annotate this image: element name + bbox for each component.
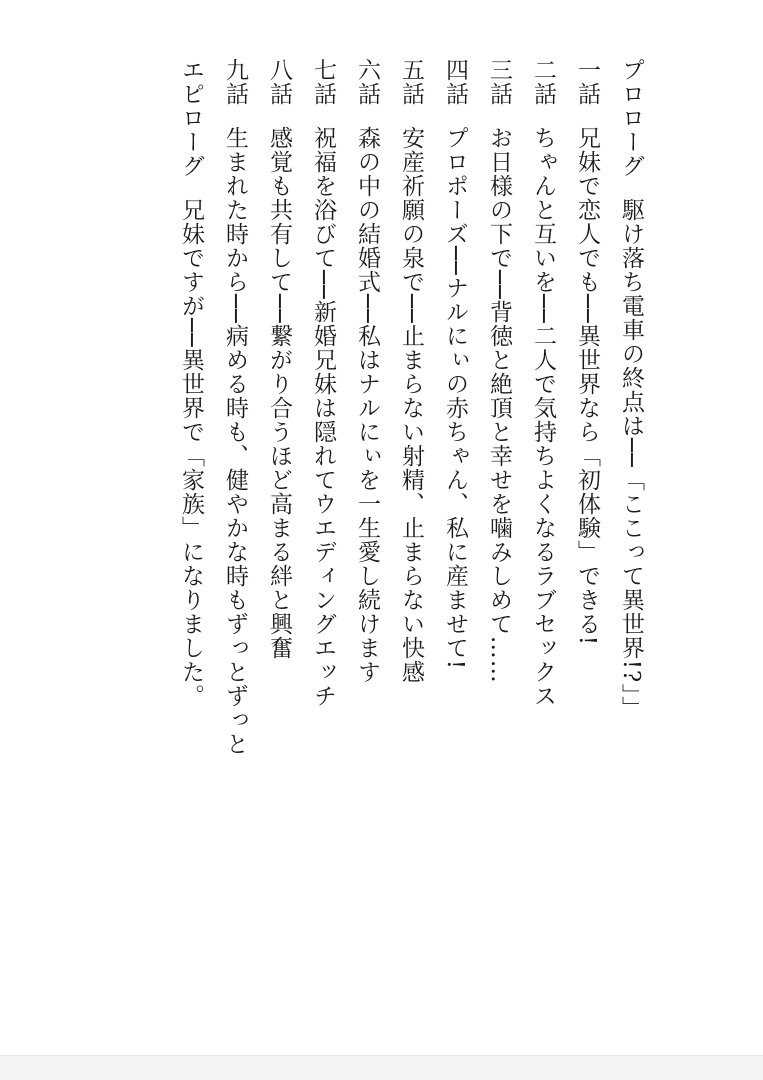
entry-title: 駆け落ち電車の終点は──「ここって異世界!?」」 [618, 198, 644, 720]
entry-label: プロローグ [618, 58, 644, 178]
toc-entry-epilogue [169, 58, 213, 818]
entry-title: 安産祈願の泉で──止まらない射精、止まらない快感 [398, 126, 424, 684]
entry-title: 兄妹ですが──異世界で「家族」になりました。 [178, 198, 204, 708]
table-of-contents [169, 58, 653, 818]
toc-entry-chapter-7 [301, 58, 345, 818]
toc-entry-chapter-5 [389, 58, 433, 818]
entry-label: 三話 [486, 58, 512, 106]
entry-title: お日様の下で──背徳と絶頂と幸せを噛みしめて…… [486, 126, 512, 684]
entry-title: 生まれた時から──病める時も、健やかな時もずっとずっと [222, 126, 248, 756]
entry-label: エピローグ [178, 58, 204, 178]
entry-label: 四話 [442, 58, 468, 106]
toc-entry-chapter-1 [565, 58, 609, 818]
toc-entry-chapter-8 [257, 58, 301, 818]
entry-label: 六話 [354, 58, 380, 106]
entry-label: 一話 [574, 58, 600, 106]
toc-entry-chapter-6 [345, 58, 389, 818]
entry-title: 祝福を浴びて──新婚兄妹は隠れてウエディングエッチ [310, 126, 336, 708]
entry-label: 七話 [310, 58, 336, 106]
toc-entry-chapter-4 [433, 58, 477, 818]
entry-title: 兄妹で恋人でも──異世界なら「初体験」できる! [574, 126, 600, 646]
toc-entry-chapter-3 [477, 58, 521, 818]
entry-label: 八話 [266, 58, 292, 106]
entry-title: プロポーズ──ナルにぃの赤ちゃん、私に産ませて! [442, 126, 468, 670]
entry-title: 森の中の結婚式──私はナルにぃを一生愛し続けます [354, 126, 380, 684]
reader-bottom-bar [0, 1055, 763, 1080]
entry-label: 九話 [222, 58, 248, 106]
toc-entry-chapter-2 [521, 58, 565, 818]
entry-label: 五話 [398, 58, 424, 106]
toc-entry-prologue [609, 58, 653, 818]
entry-title: ちゃんと互いを──二人で気持ちよくなるラブセックス [530, 126, 556, 708]
toc-entry-chapter-9 [213, 58, 257, 818]
entry-label: 二話 [530, 58, 556, 106]
entry-title: 感覚も共有して──繋がり合うほど高まる絆と興奮 [266, 126, 292, 660]
